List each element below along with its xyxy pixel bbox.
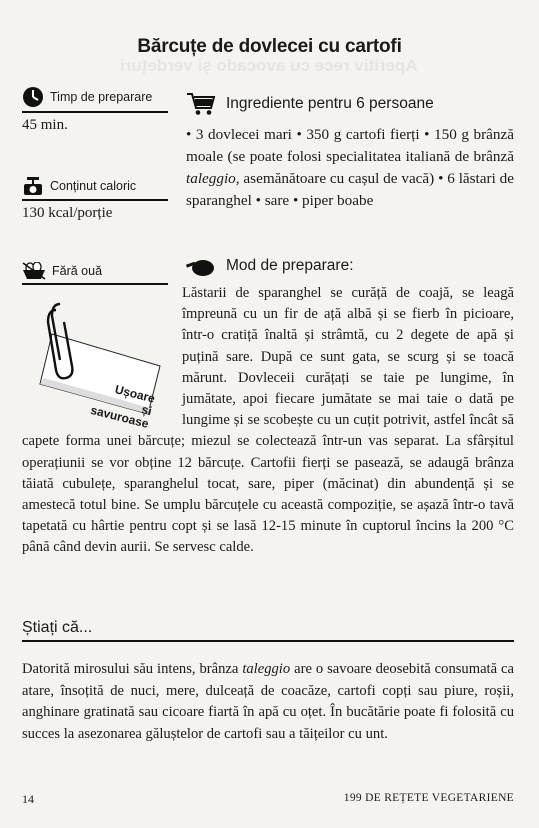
prep-time-value: 45 min. — [22, 117, 68, 133]
prep-time-block — [22, 86, 168, 134]
method-text-block — [22, 283, 514, 559]
ghost-title: Aperitiv rece cu avocado și verdețuri — [120, 56, 418, 75]
ingredients-header — [186, 91, 434, 117]
calories-header — [22, 176, 168, 201]
did-you-know-heading: Știați că... — [22, 619, 514, 642]
ingredients-text-2: , asemănătoare cu cașul de vacă) • 6 lăstari de sparanghel • sare • piper boabe — [186, 170, 514, 209]
card-line-1: Ușoare — [113, 382, 157, 406]
calories-value: 130 kcal/porție — [22, 205, 113, 221]
shopping-cart-icon — [186, 91, 216, 117]
method-text: Lăstarii de sparanghel se curăță de coajă, se leagă împreună cu un fir de ață albă și se fierb în picioare, într-o cratiță înaltă și strâmtă, cu 2 degete de apă și puțină sare. După ce sunt gata, se scurg și se toacă mărunt. Dovleceii curățați se taie pe lungime, în jumătate, apoi fiecare jumătate se mai taie o dată pe lungime și se scobește cu un cuțit potrivit, astfel încât să capete forma unei bărcuțe; miezul se colectează într-un vas separat. La sfârșitul operațiunii se vor obține 12 bărcuțe. Cartofii fierți se pasează, se adaugă brânza tăiată cubulețe, sparanghelul tocat, sare, piper (măcinat) din abundență și se amestecă totul bine. Se umplu bărcuțele cu această compoziție, se așază într-o tavă tapetată cu hârtie pentru copt și se lasă 12-15 minute în cuptorul încins la 200 °C până când devin aurii. Se servesc calde. — [22, 285, 514, 556]
calories-block — [22, 176, 168, 222]
egg-basket-icon — [22, 262, 46, 280]
card-spacer — [22, 283, 182, 430]
no-egg-header — [22, 262, 168, 285]
stiati-text-2: are o savoare deosebită consumată ca atare, însoțită de nuci, mere, dulceață de coacăze, cartofi copți sau piure, roșii, anghinare gratinată sau cicoare fiartă în apă cu oțet. În bucătărie poate fi folosită cu succes la asezonarea găluștelor de cartofi sau a tăițeilor cu unt. — [22, 661, 514, 742]
ingredients-italic: taleggio — [186, 170, 236, 187]
method-header — [186, 254, 354, 278]
book-title: 199 DE REȚETE VEGETARIENE — [343, 792, 514, 804]
ingredients-text-1: • 3 dovlecei mari • 350 g cartofi fierți • 150 g brânză moale (se poate folosi specialitatea italiană de brânză — [186, 126, 514, 165]
ingredients-heading: Ingrediente pentru 6 persoane — [226, 95, 434, 112]
page-number: 14 — [22, 792, 34, 806]
calories-label: Conținut caloric — [50, 179, 137, 193]
stiati-italic: taleggio — [242, 661, 291, 677]
method-heading: Mod de preparare: — [226, 257, 354, 274]
did-you-know-text — [22, 659, 514, 745]
no-egg-block — [22, 262, 168, 285]
clock-icon — [22, 86, 44, 108]
recipe-title: Bărcuțe de dovlecei cu cartofi — [137, 36, 402, 57]
scale-icon — [22, 176, 44, 196]
prep-time-label: Timp de preparare — [50, 90, 153, 104]
stiati-text-1: Datorită mirosului său intens, brânza — [22, 661, 243, 677]
prep-time-header — [22, 86, 168, 113]
ingredients-list — [186, 124, 514, 212]
cooking-pot-icon — [186, 254, 216, 278]
card-line-2: și savuroase — [89, 402, 154, 431]
no-egg-label: Fără ouă — [52, 264, 103, 278]
